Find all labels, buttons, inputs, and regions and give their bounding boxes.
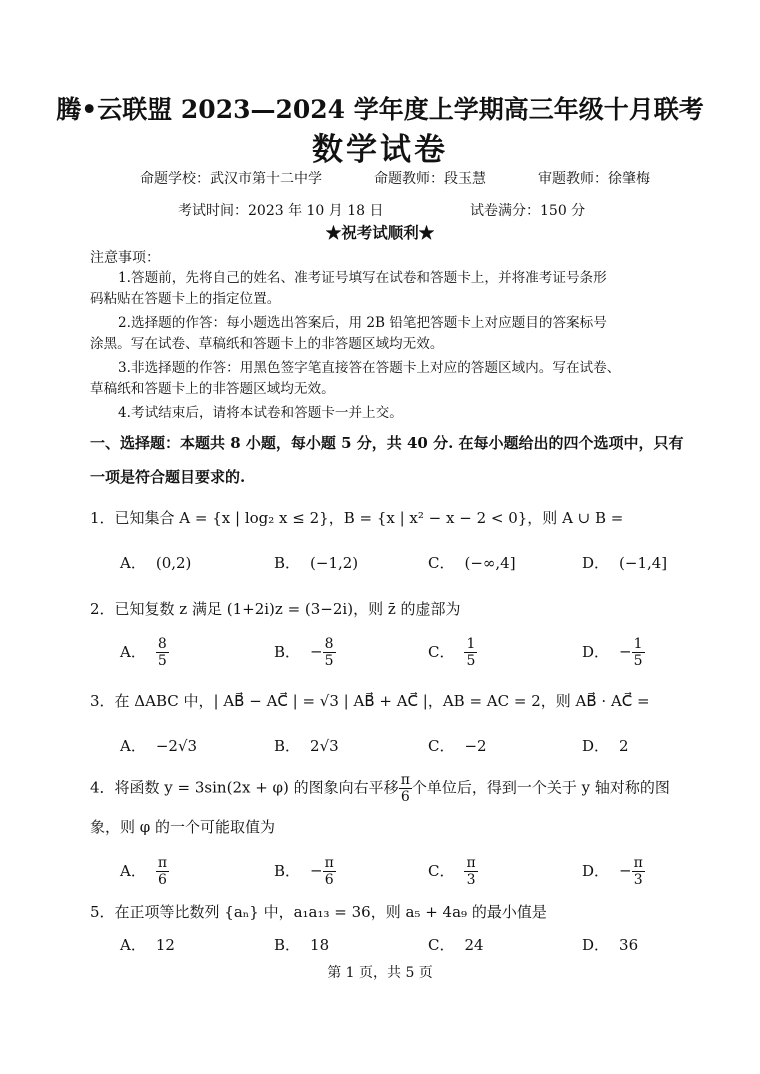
question-3-stem: 3．在 ΔABC 中，| AB⃗ − AC⃗ | = √3 | AB⃗ + AC⃗ |，AB = AC = 2，则 AB⃗ · AC⃗ = [90,692,650,710]
q2-option-d: D． − $\frac{1}{5}$ [582,636,643,669]
author-info: 命题教师：段玉慧 [374,171,486,187]
q1-option-b: B． (−1,2) [274,554,359,572]
q3-option-a: A． −2√3 [120,737,198,755]
note-1 [90,268,680,310]
note-2-line2: 涂黑。写在试卷、草稿纸和答题卡上的非答题区域均无效。 [90,336,444,352]
exam-time: 考试时间：2023 年 10 月 18 日 [178,203,384,219]
question-4-stem-line2: 象，则 φ 的一个可能取值为 [90,818,276,836]
section-heading-line2: 一项是符合题目要求的. [90,468,246,486]
note-3-line1: 3.非选择题的作答：用黑色签字笔直接答在答题卡上对应的答题区域内。写在试卷、 [118,360,621,376]
note-4-line: 4.考试结束后，请将本试卷和答题卡一并上交。 [118,405,403,421]
q4-option-b: B． − $\frac{\pi}{6}$ [274,855,334,888]
page-footer: 第 1 页，共 5 页 [327,965,433,981]
notes-heading: 注意事项： [90,250,160,266]
exam-subject-title: 数学试卷 [312,132,448,168]
note-3 [90,358,680,400]
q1-option-c: C． (−∞,4] [428,554,516,572]
full-score: 试卷满分：150 分 [470,203,586,219]
q5-option-d: D． 36 [582,936,639,954]
blessing: ★祝考试顺利★ [325,223,435,242]
note-1-line1: 1.答题前，先将自己的姓名、准考证号填写在试卷和答题卡上，并将准考证号条形 [118,270,607,286]
question-2-stem: 2．已知复数 z 满足 (1+2i)z = (3−2i)，则 z̄ 的虚部为 [90,600,461,618]
note-1-line2: 码粘贴在答题卡上的指定位置。 [90,291,281,307]
q1-option-d: D． (−1,4] [582,554,668,572]
section-heading-line1: 一、选择题：本题共 8 小题，每小题 5 分，共 40 分. 在每小题给出的四个选项中，只有 [90,434,684,452]
question-5-stem: 5．在正项等比数列 {aₙ} 中，a₁a₁₃ = 36，则 a₅ + 4a₉ 的最小值是 [90,903,547,921]
q2-option-b: B． − $\frac{8}{5}$ [274,636,334,669]
q4-option-c: C． $\frac{\pi}{3}$ [428,855,476,888]
exam-title: 腾•云联盟 2023—2024 学年度上学期高三年级十月联考 [56,95,704,124]
q3-option-b: B． 2√3 [274,737,339,755]
note-2-line1: 2.选择题的作答：每小题选出答案后，用 2B 铅笔把答题卡上对应题目的答案标号 [118,315,607,331]
q5-option-a: A． 12 [120,936,175,954]
note-2 [90,313,680,355]
question-4-stem: 4．将函数 y = 3sin(2x + φ) 的图象向右平移 $\frac{\pi}{6}$ 个单位后，得到一个关于 y 轴对称的图 [90,772,670,805]
q4-option-a: A． $\frac{\pi}{6}$ [120,855,168,888]
question-1-stem: 1．已知集合 A = {x | log₂ x ≤ 2}，B = {x | x² − x − 2 < 0}，则 A ∪ B = [90,509,624,527]
q3-option-d: D． 2 [582,737,629,755]
q3-option-c: C． −2 [428,737,487,755]
q1-option-a: A． (0,2) [120,554,192,572]
q4-option-d: D． − $\frac{\pi}{3}$ [582,855,643,888]
q5-option-b: B． 18 [274,936,330,954]
q2-option-a: A． $\frac{8}{5}$ [120,636,167,669]
note-4 [90,403,680,424]
school-info: 命题学校：武汉市第十二中学 [140,171,322,187]
note-3-line2: 草稿纸和答题卡上的非答题区域均无效。 [90,381,335,397]
reviewer-info: 审题教师：徐肇梅 [538,171,650,187]
q5-option-c: C． 24 [428,936,484,954]
q2-option-c: C． $\frac{1}{5}$ [428,636,476,669]
